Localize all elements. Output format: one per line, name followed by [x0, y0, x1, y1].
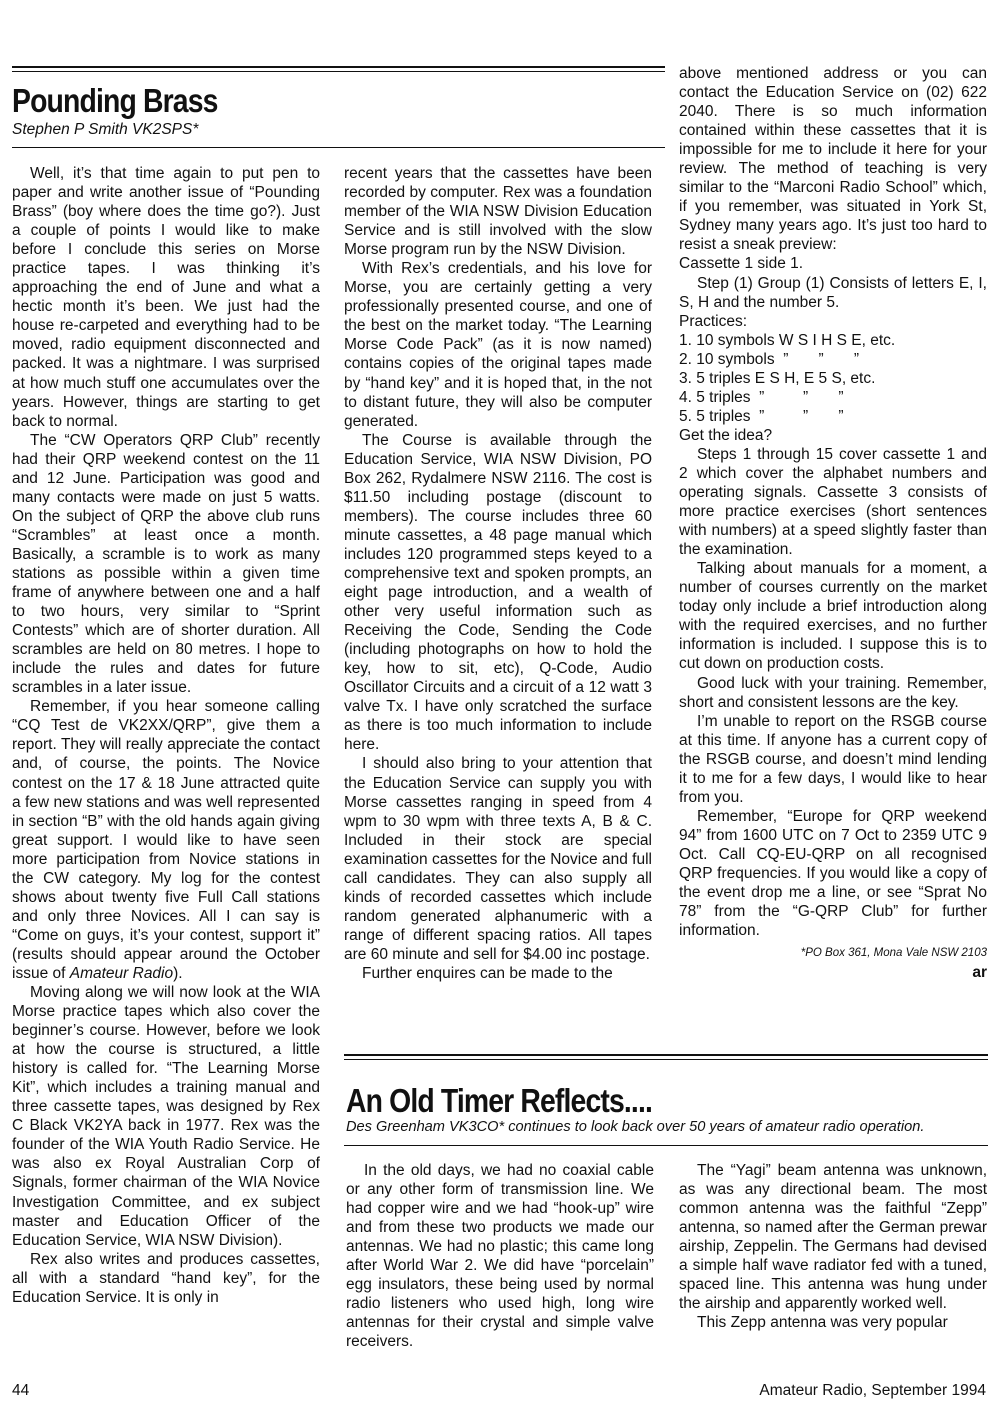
paragraph: This Zepp antenna was very popular — [697, 1314, 948, 1332]
paragraph: Moving along we will now look at the WIA Morse practice tapes which also cover the beginner’s course. However, before we look at how the course is structured, a little history is called for. “The Learning Morse Kit”, which includes a training manual and three cassette tapes, was designed by Rex C Black VK2YA back in 1977. Rex was the founder of the WIA Youth Radio Service. He was also ex Royal Australian Corp of Signals, former chairman of the WIA Novice Investigation Committee, and ex subject master and Education Officer of the Education Service, WIA NSW Division). — [12, 984, 320, 1249]
paragraph: The “Yagi” beam antenna was unknown, as was any directional beam. The most common antenna was the faithful “Zepp” antenna, so named after the German prewar airship, Zeppelin. The Germans had devised a simple half wave radiator fed with a tuned, spaced line. This antenna was hung under the airship and apparently worked well. — [679, 1162, 987, 1313]
paragraph-tail: ). — [173, 964, 183, 982]
article2-byline-rule — [344, 1145, 988, 1146]
article1-column-3 — [679, 64, 987, 1046]
paragraph: The Course is available through the Education Service, WIA NSW Division, PO Box 262, Rydalmere NSW 2116. The cost is $11.50 including postage (discount to members). The course includes three 60 minute cassettes, a 48 page manual which includes 120 programmed steps keyed to a comprehensive text and spoken prompts, an eight page introduction, and a wealth of other very useful information such as Receiving the Code, Sending the Code (including photographs on how to hold the key, how to sit, etc), Q-Code, Audio Oscillator Circuits and a circuit of a 12 watt 3 valve Tx. I have only scratched the surface as there is too much information to include here. — [344, 431, 652, 754]
paragraph: I’m unable to report on the RSGB course at this time. If anyone has a current copy of the RSGB course, and doesn’t mind lending it to me for a few days, I would like to hear from you. — [679, 712, 987, 806]
practice-item: 3. 5 triples E S H, E 5 S, etc. — [679, 369, 876, 387]
byline-rule — [12, 147, 665, 148]
practices-heading: Practices: — [679, 312, 748, 330]
article2-top-rule-inner — [344, 1059, 988, 1060]
paragraph: Good luck with your training. Remember, short and consistent lessons are the key. — [679, 674, 987, 711]
practice-item: 1. 10 symbols W S I H S E, etc. — [679, 331, 896, 349]
paragraph-text: Remember, if you hear someone calling “CQ Test de VK2XX/QRP”, give them a report. They will really appreciate the contact and, of course, the points. The Novice contest on the 17 & 18 June attracted quite a few new stations and was well represented in section “B” with the old hands again giving great support. I would like to have seen more participation from Novice stations in the CW category. My log for the contest shows about twenty five Full Call stations and only three Novices. All I can say is “Come on guys, it’s your contest, support it” (results should appear around the October issue of — [12, 698, 320, 982]
paragraph — [12, 697, 320, 983]
article-title-pounding-brass: Pounding Brass — [12, 82, 218, 119]
article2-top-rule — [344, 1054, 988, 1056]
article2-column-1 — [346, 1161, 654, 1361]
paragraph: above mentioned address or you can contact the Education Service on (02) 622 2040. There is so much information contained within these cassettes that it is impossible for me to include it here for your review. The method of teaching is very similar to the “Marconi Radio School” which, if you remember, was situated in York St, Sydney many years ago. It’s just too hard to resist a sneak preview: — [679, 65, 987, 254]
article2-column-2 — [679, 1161, 987, 1361]
top-rule — [12, 66, 665, 68]
end-mark: ar — [972, 964, 987, 982]
paragraph: Well, it’s that time again to put pen to paper and write another issue of “Pounding Brass” (boy where does the time go?). Just a couple of points I would like to make before I conclude this series on Morse practice tapes. I was thinking it’s approaching the end of June and what a hectic month it’s been. We just had the house re-carpeted and everything had to be moved, radio equipment disconnected and packed. It was a nightmare. I was surprised at how much stuff one accumulates over the years. However, things are starting to get back to normal. — [12, 165, 320, 430]
paragraph: Steps 1 through 15 cover cassette 1 and 2 which cover the alphabet numbers and operating signals. Cassette 3 consists of more practice exercises (short sentences with numbers) at a speed slightly faster than the examination. — [679, 445, 987, 559]
article1-column-1 — [12, 164, 320, 1354]
page-number: 44 — [12, 1382, 30, 1399]
author-address: *PO Box 361, Mona Vale NSW 2103 — [800, 947, 987, 960]
paragraph: recent years that the cassettes have been recorded by computer. Rex was a foundation member of the WIA NSW Division Education Service and is still involved with the slow Morse program run by the NSW Division. — [344, 165, 652, 259]
paragraph: With Rex’s credentials, and his love for Morse, you are certainly getting a very professionally presented course, and one of the best on the market today. “The Learning Morse Code Pack” (as it is now named) contains copies of the original tapes made by “hand key” and it is hoped that, in the not to distant future, they will also be computer generated. — [344, 260, 652, 430]
cassette-heading: Cassette 1 side 1. — [679, 255, 804, 273]
top-rule-inner — [12, 71, 665, 72]
practice-item: 2. 10 symbols ” ” ” — [679, 350, 860, 368]
magazine-reference: Amateur Radio — [69, 964, 174, 982]
practice-item: 5. 5 triples ” ” ” — [679, 407, 844, 425]
article-title-old-timer: An Old Timer Reflects.... — [346, 1082, 653, 1119]
paragraph: Remember, “Europe for QRP weekend 94” from 1600 UTC on 7 Oct to 2359 UTC 9 Oct. Call CQ-EU-QRP on all recognised QRP frequencies. If you would like a copy of the event drop me a line, or see “Sprat No 78” from the “G-QRP Club” for further information. — [679, 807, 987, 940]
paragraph: Rex also writes and produces cassettes, all with a standard “hand key”, for the Education Service. It is only in — [12, 1250, 320, 1306]
get-the-idea: Get the idea? — [679, 426, 773, 444]
paragraph: Further enquires can be made to the — [362, 964, 613, 982]
article-byline: Stephen P Smith VK2SPS* — [12, 121, 199, 138]
paragraph: In the old days, we had no coaxial cable or any other form of transmission line. We had copper wire and we had “hook-up” wire and from these two products we made our antennas. We had no plastic; this came long after World War 2. We did have “porcelain” egg insulators, these being used by normal radio listeners who used high, long wire antennas for their crystal and simple valve receivers. — [346, 1162, 654, 1351]
paragraph: Talking about manuals for a moment, a number of courses currently on the market today only include a brief introduction along with the required exercises, and no further information is included. I suppose this is to cut down on production costs. — [679, 560, 987, 673]
paragraph: I should also bring to your attention that the Education Service can supply you with Morse cassettes ranging in speed from 4 wpm to 30 wpm with three texts A, B & C. Included in their stock are special examination cassettes for the Novice and full call candidates. They can also supply all kinds of recorded cassettes which include random generated alphanumeric with a range of different spacing ratios. All tapes are 60 minute and sell for $4.00 inc postage. — [344, 755, 652, 963]
publication-info: Amateur Radio, September 1994 — [759, 1382, 986, 1399]
step-text: Step (1) Group (1) Consists of letters E, I, S, H and the number 5. — [679, 274, 987, 311]
article2-byline: Des Greenham VK3CO* continues to look back over 50 years of amateur radio operation. — [346, 1119, 925, 1135]
article1-column-2 — [344, 164, 652, 1044]
practice-item: 4. 5 triples ” ” ” — [679, 388, 844, 406]
paragraph: The “CW Operators QRP Club” recently had their QRP weekend contest on the 11 and 12 June. Participation was good and many contacts were made on just 5 watts. On the subject of QRP the above club runs “Scrambles” at least once a month. Basically, a scramble is to work as many stations as possible within a given time frame of anywhere between one and a half to two hours, very similar to “Sprint Contests” which are of shorter duration. All scrambles are held on 80 metres. I hope to include the rules and dates for future scrambles in a later issue. — [12, 431, 320, 697]
